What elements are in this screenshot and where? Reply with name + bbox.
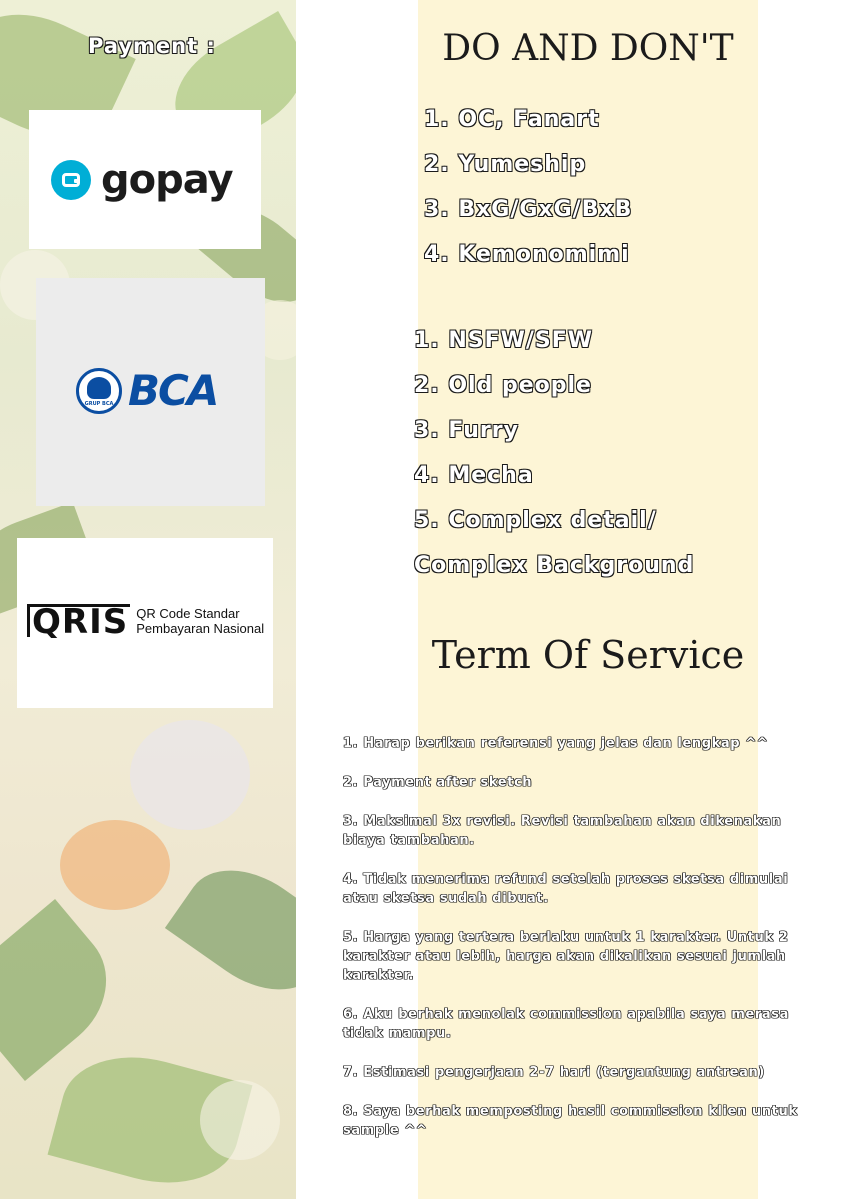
tos-item: 5. Harga yang tertera berlaku untuk 1 karakter. Untuk 2 karakter atau lebih, harga akan dikalikan sesuai jumlah karakter. (343, 930, 789, 983)
dont-item: 3. Furry (414, 418, 519, 443)
qris-card (17, 538, 273, 708)
dont-item: 5. Complex detail/ (414, 508, 657, 533)
gopay-card (29, 110, 261, 249)
tos-list (343, 734, 813, 1160)
wallet-icon (51, 160, 91, 200)
do-list (424, 104, 632, 284)
tos-item: 1. Harap berikan referensi yang jelas dan lengkap ^^ (343, 736, 769, 751)
dont-item: Complex Background (414, 553, 695, 578)
tos-title: Term Of Service (431, 633, 745, 677)
tos-item: 6. Aku berhak menolak commission apabila saya merasa tidak mampu. (343, 1007, 790, 1041)
qris-caption-line1: QR Code Standar (136, 605, 240, 621)
dont-list (414, 325, 694, 595)
do-item: 3. BxG/GxG/BxB (424, 197, 633, 222)
payment-title: Payment : (88, 34, 216, 58)
tos-item: 8. Saya berhak memposting hasil commission klien untuk sample ^^ (343, 1104, 798, 1138)
gopay-label: gopay (101, 157, 233, 203)
qris-logo (27, 602, 265, 642)
do-and-dont-title: DO AND DON'T (442, 28, 734, 69)
bca-logo (76, 366, 217, 415)
qris-caption (136, 606, 264, 636)
dont-item: 2. Old people (414, 373, 592, 398)
do-item: 4. Kemonomimi (424, 242, 630, 267)
tos-item: 2. Payment after sketch (343, 775, 533, 790)
bca-card (36, 278, 265, 506)
do-item: 1. OC, Fanart (424, 107, 600, 132)
tos-item: 3. Maksimal 3x revisi. Revisi tambahan akan dikenakan biaya tambahan. (343, 814, 782, 848)
do-item: 2. Yumeship (424, 152, 587, 177)
bca-emblem-caption: GRUP BCA (84, 400, 114, 407)
tos-item: 4. Tidak menerima refund setelah proses sketsa dimulai atau sketsa sudah dibuat. (343, 872, 789, 906)
dont-item: 4. Mecha (414, 463, 534, 488)
bca-label: BCA (128, 366, 218, 415)
dont-item: 1. NSFW/SFW (414, 328, 594, 353)
tos-item: 7. Estimasi pengerjaan 2-7 hari (tergantung antrean) (343, 1065, 765, 1080)
gopay-logo (51, 157, 233, 203)
qris-mark: QRIS (27, 604, 130, 637)
bca-emblem-icon (76, 368, 122, 414)
qris-caption-line2: Pembayaran Nasional (136, 620, 265, 636)
